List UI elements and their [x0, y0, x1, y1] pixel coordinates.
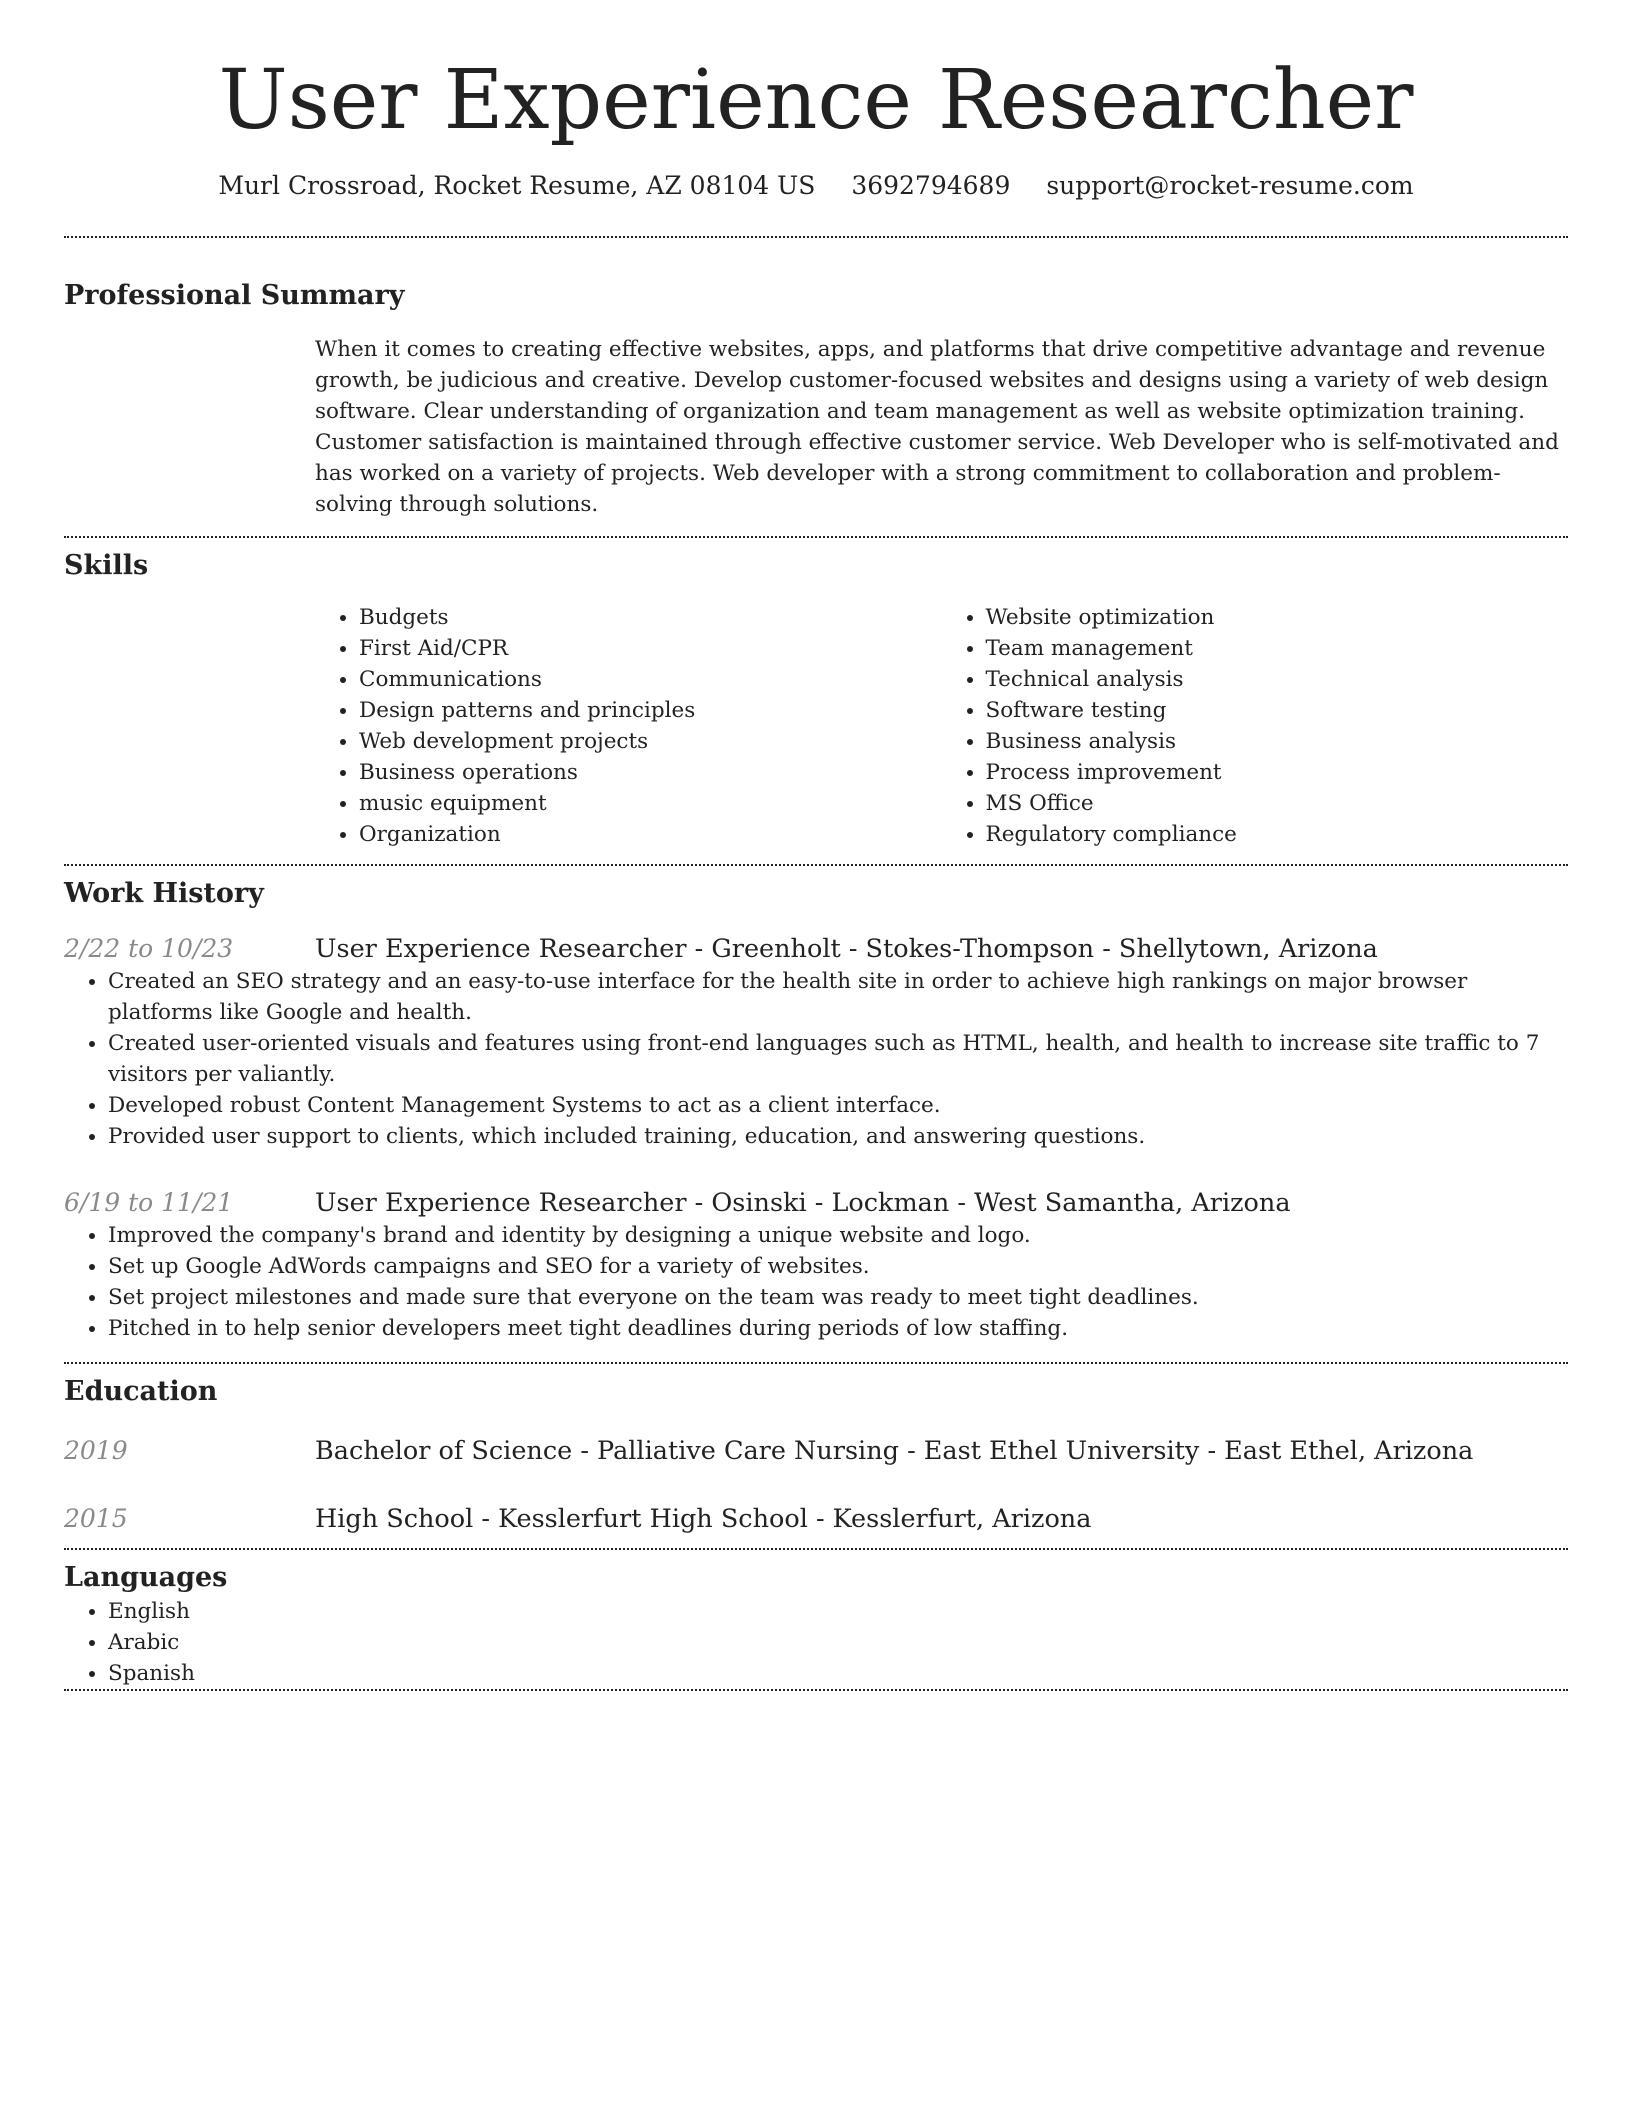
- skills-list: [315, 602, 1568, 850]
- skill-item: • Budgets: [359, 602, 942, 633]
- language-item: • Spanish: [108, 1658, 1568, 1689]
- work-section-title: Work History: [64, 878, 264, 909]
- language-item: • English: [108, 1596, 1568, 1627]
- skill-item: • Business operations: [359, 757, 942, 788]
- skills-column-right: [942, 602, 1569, 850]
- skill-item: • Organization: [359, 819, 942, 850]
- education-year: 2015: [64, 1504, 128, 1533]
- job-bullets: [64, 966, 1568, 1152]
- skill-item: • music equipment: [359, 788, 942, 819]
- contact-phone: 3692794689: [851, 171, 1011, 200]
- education-entry: [64, 1434, 1568, 1468]
- job-entry: [64, 1186, 1568, 1220]
- job-bullets: [64, 1220, 1568, 1344]
- divider: [64, 1689, 1568, 1691]
- job-bullet: • Developed robust Content Management Systems to act as a client interface.: [108, 1090, 1568, 1121]
- job-bullet: • Created an SEO strategy and an easy-to-use interface for the health site in order to achieve high rankings on major browser platforms like Google and health.: [108, 966, 1568, 1028]
- skill-item: • Team management: [986, 633, 1569, 664]
- job-bullet: • Set project milestones and made sure that everyone on the team was ready to meet tight deadlines.: [108, 1282, 1568, 1313]
- education-year: 2019: [64, 1436, 128, 1465]
- job-bullet: • Created user-oriented visuals and features using front-end languages such as HTML, health, and health to increase site traffic to 7 visitors per valiantly.: [108, 1028, 1568, 1090]
- skill-item: • Website optimization: [986, 602, 1569, 633]
- resume-name: User Experience Researcher: [218, 53, 1414, 148]
- education-section-title: Education: [64, 1376, 218, 1407]
- job-bullet: • Improved the company's brand and identity by designing a unique website and logo.: [108, 1220, 1568, 1251]
- job-dates: 6/19 to 11/21: [64, 1188, 234, 1217]
- summary-text: When it comes to creating effective websites, apps, and platforms that drive competitive advantage and revenue growth, be judicious and creative. Develop customer-focused websites and designs using a variety of web design software. Clear understanding of organization and team management as well as website optimization training. Customer satisfaction is maintained through effective customer service. Web Developer who is self-motivated and has worked on a variety of projects. Web developer with a strong commitment to collaboration and problem-solving through solutions.: [315, 337, 1559, 517]
- skill-item: • First Aid/CPR: [359, 633, 942, 664]
- contact-address: Murl Crossroad, Rocket Resume, AZ 08104 US: [218, 171, 816, 200]
- job-entry: [64, 932, 1568, 966]
- language-item: • Arabic: [108, 1627, 1568, 1658]
- job-heading: User Experience Researcher - Greenholt - Stokes-Thompson - Shellytown, Arizona: [315, 934, 1378, 964]
- skills-section-title: Skills: [64, 550, 149, 581]
- skill-item: • Technical analysis: [986, 664, 1569, 695]
- job-bullet: • Provided user support to clients, which included training, education, and answering questions.: [108, 1121, 1568, 1152]
- skill-item: • Regulatory compliance: [986, 819, 1569, 850]
- education-entry: [64, 1502, 1568, 1536]
- languages-section-title: Languages: [64, 1562, 228, 1593]
- skill-item: • Business analysis: [986, 726, 1569, 757]
- skill-item: • Software testing: [986, 695, 1569, 726]
- languages-list: [64, 1596, 1568, 1689]
- job-dates: 2/22 to 10/23: [64, 934, 234, 963]
- education-heading: Bachelor of Science - Palliative Care Nursing - East Ethel University - East Ethel, Arizona: [315, 1436, 1474, 1466]
- skill-item: • Web development projects: [359, 726, 942, 757]
- job-bullet: • Set up Google AdWords campaigns and SEO for a variety of websites.: [108, 1251, 1568, 1282]
- skill-item: • MS Office: [986, 788, 1569, 819]
- contact-line: [64, 168, 1568, 204]
- skills-column-left: [315, 602, 942, 850]
- education-heading: High School - Kesslerfurt High School - Kesslerfurt, Arizona: [315, 1504, 1092, 1534]
- job-bullet: • Pitched in to help senior developers meet tight deadlines during periods of low staffing.: [108, 1313, 1568, 1344]
- summary-section-title: Professional Summary: [64, 280, 405, 311]
- skill-item: • Communications: [359, 664, 942, 695]
- skill-item: • Process improvement: [986, 757, 1569, 788]
- contact-email: support@rocket-resume.com: [1046, 171, 1414, 200]
- job-heading: User Experience Researcher - Osinski - Lockman - West Samantha, Arizona: [315, 1188, 1291, 1218]
- skill-item: • Design patterns and principles: [359, 695, 942, 726]
